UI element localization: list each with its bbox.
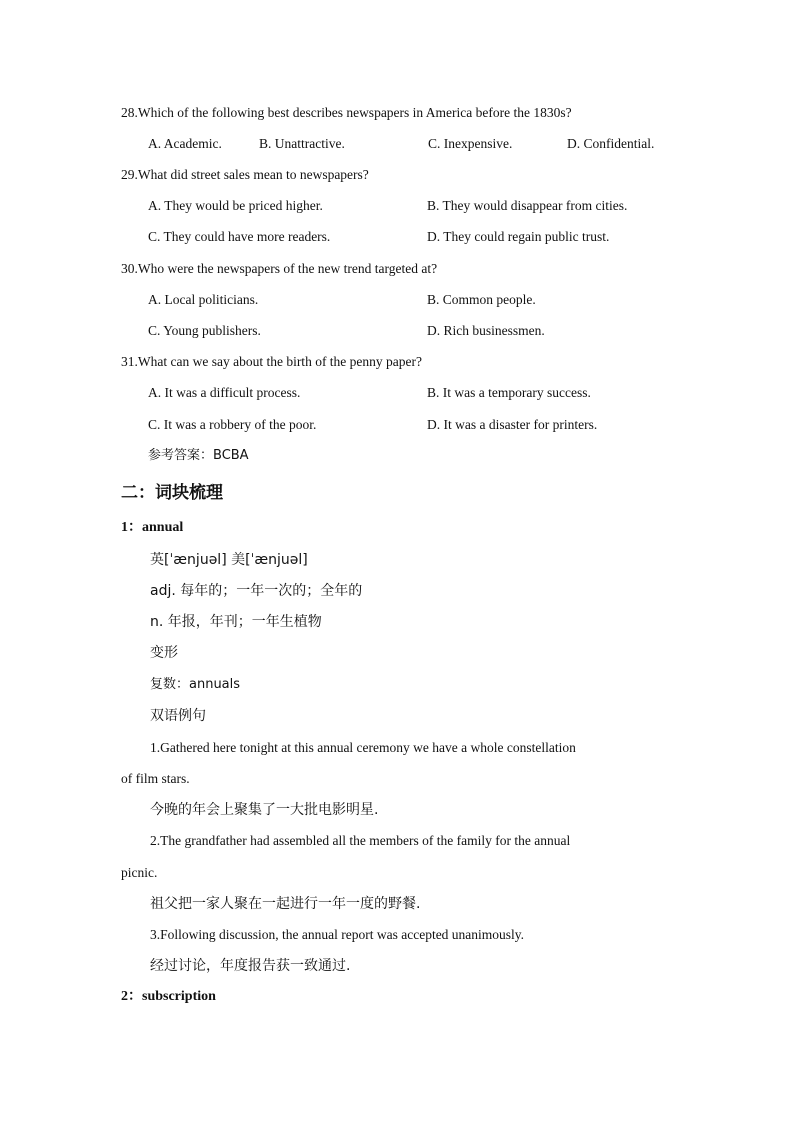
question-30-option-d: D. Rich businessmen. bbox=[427, 323, 545, 338]
question-31-stem: 31.What can we say about the birth of the penny paper? bbox=[121, 354, 423, 369]
vocab-1-plural: 复数：annuals bbox=[150, 677, 241, 692]
vocab-1-pronunciation: 英[ˈænjuəl] 美[ˈænjuəl] bbox=[150, 552, 308, 568]
vocab-1-noun-definition: n. 年报，年刊；一年生植物 bbox=[150, 614, 322, 630]
example-2-english-line-2: picnic. bbox=[121, 865, 158, 880]
question-29-option-c: C. They could have more readers. bbox=[148, 229, 331, 244]
question-28-option-b: B. Unattractive. bbox=[259, 136, 345, 151]
vocab-1-forms-label: 变形 bbox=[150, 645, 178, 661]
question-31-option-c: C. It was a robbery of the poor. bbox=[148, 417, 317, 432]
vocab-1-adj-definition: adj. 每年的；一年一次的；全年的 bbox=[150, 583, 363, 599]
question-31-option-d: D. It was a disaster for printers. bbox=[427, 417, 598, 432]
example-1-english-line-2: of film stars. bbox=[121, 771, 190, 786]
question-28-stem: 28.Which of the following best describes newspapers in America before the 1830s? bbox=[121, 105, 572, 120]
answer-key: 参考答案：BCBA bbox=[148, 448, 249, 463]
question-31-option-a: A. It was a difficult process. bbox=[148, 385, 301, 400]
question-29-option-a: A. They would be priced higher. bbox=[148, 198, 323, 213]
question-31-option-b: B. It was a temporary success. bbox=[427, 385, 591, 400]
question-28-option-d: D. Confidential. bbox=[567, 136, 655, 151]
vocab-2-title: 2：subscription bbox=[121, 989, 216, 1004]
question-30-stem: 30.Who were the newspapers of the new trend targeted at? bbox=[121, 261, 438, 276]
question-28-option-a: A. Academic. bbox=[148, 136, 222, 151]
example-2-chinese: 祖父把一家人聚在一起进行一年一度的野餐. bbox=[150, 896, 421, 912]
example-1-chinese: 今晚的年会上聚集了一大批电影明星. bbox=[150, 802, 379, 818]
question-29-stem: 29.What did street sales mean to newspapers? bbox=[121, 167, 369, 182]
question-30-option-b: B. Common people. bbox=[427, 292, 536, 307]
example-3-english: 3.Following discussion, the annual report was accepted unanimously. bbox=[150, 927, 525, 942]
vocab-1-title: 1：annual bbox=[121, 520, 184, 535]
question-29-option-d: D. They could regain public trust. bbox=[427, 229, 610, 244]
question-30-option-c: C. Young publishers. bbox=[148, 323, 261, 338]
section-heading: 二：词块梳理 bbox=[121, 483, 223, 503]
example-2-english-line-1: 2.The grandfather had assembled all the members of the family for the annual bbox=[150, 833, 571, 848]
example-3-chinese: 经过讨论，年度报告获一致通过. bbox=[150, 958, 351, 974]
question-30-option-a: A. Local politicians. bbox=[148, 292, 259, 307]
question-29-option-b: B. They would disappear from cities. bbox=[427, 198, 628, 213]
question-28-option-c: C. Inexpensive. bbox=[428, 136, 513, 151]
vocab-1-examples-label: 双语例句 bbox=[150, 708, 206, 724]
example-1-english-line-1: 1.Gathered here tonight at this annual ceremony we have a whole constellation bbox=[150, 740, 576, 755]
